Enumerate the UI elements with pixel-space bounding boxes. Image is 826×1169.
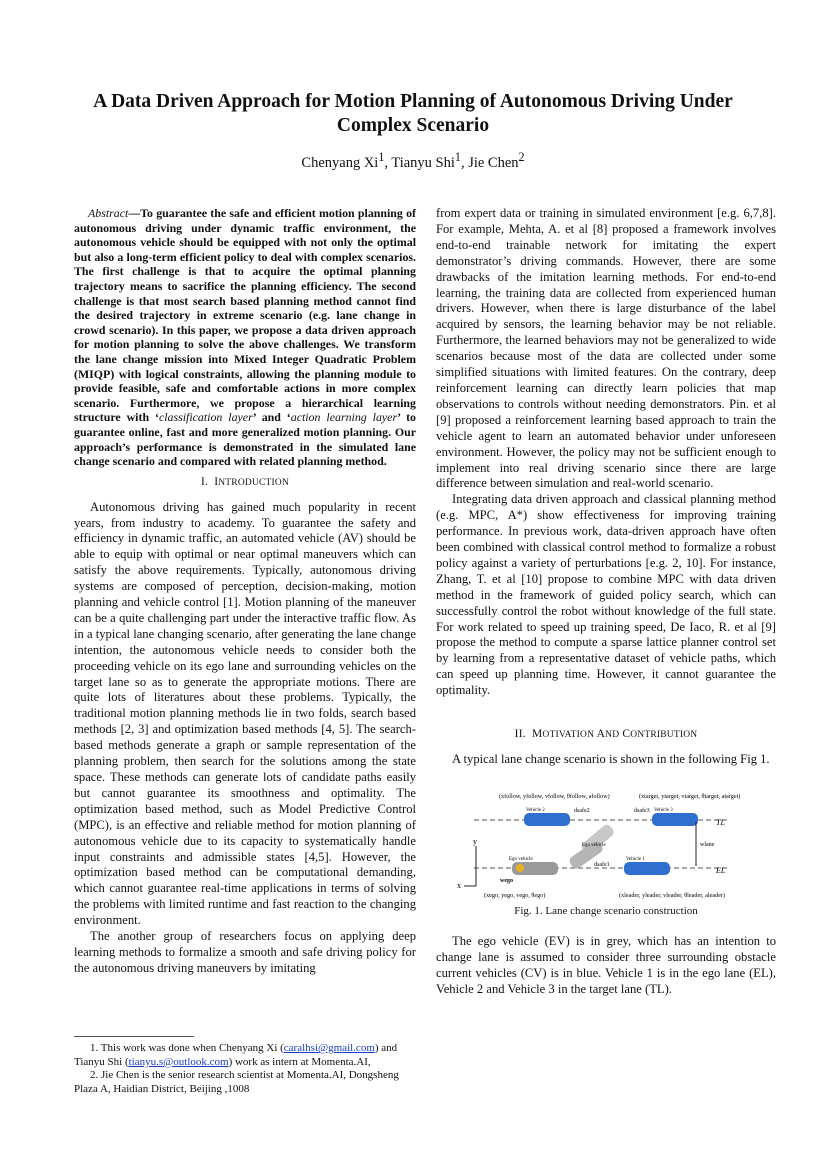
lane-width-label: wlane: [700, 841, 715, 848]
email-link[interactable]: caralhsi@gmail.com: [283, 1042, 375, 1054]
footnote: [74, 1042, 416, 1069]
x-axis-label: x: [457, 880, 461, 890]
section-number: I.: [200, 475, 209, 488]
paragraph: Autonomous driving has gained much popularity in recent years, from industry to academy. To guarantee the safety and efficiency in dynamic traffic, an automated vehicle (AV) should be able to equip with optimal or near optimal maneuvers which can satisfy the above requirements. Typically, autonomous driving systems are composed of perception, decision-making, motion planning and vehicle control [1]. Motion planning of the maneuver can be a quite challenging part under the interactive traffic flow. As in a typical lane changing scenario, after generating the lane change intention, the autonomous vehicle needs to consider both the proceeding vehicle on its ego lane and surrounding vehicles on the target lane so as to generate the appropriate motions. There are quite lots of literatures about these problems. Typically, the traditional motion planning methods lie in two folds, search based methods [2, 3] and optimization based methods [4, 5]. The search-based methods generate a graph or sample representation of the planning problem, then search for the solutions among the state space. These methods can generate lots of candidate paths easily but cannot guarantee its smoothness and optimality. The optimization based method, such as Model Predictive Control (MPC), is an effective and reliable method for motion planning of autonomous vehicle due to its capacity to systematically handle input constraints and admissible states [4,5]. However, the optimization based method can be computational demanding, which cannot guarantee real-time applications in terms of solving the problems with limited runtime and fast reaction to the changing environment.: [74, 499, 416, 928]
figure-caption: Fig. 1. Lane change scenario construction: [514, 904, 698, 917]
ego-lane-label: EL: [716, 865, 726, 875]
ego-marker: [516, 864, 524, 872]
vehicle-label: Vehicle 3: [654, 807, 673, 813]
abstract-text: ’ and ‘: [252, 410, 291, 425]
gap-label: dsafe3: [634, 807, 650, 814]
footnotes: [74, 1042, 416, 1096]
left-column: [74, 206, 416, 977]
section-number: II.: [514, 728, 526, 741]
affiliation-mark: 2: [518, 150, 525, 164]
y-axis-label: y: [473, 836, 477, 846]
vehicle-3: [652, 813, 698, 826]
abstract-term: action learning layer: [290, 410, 398, 425]
footnote-text: ) and Tianyu Shi (: [74, 1042, 398, 1068]
target-lane-label: TL: [716, 817, 725, 827]
footnote-rule: [74, 1036, 194, 1037]
gap-label: dsafe2: [574, 807, 590, 814]
ego-label: Ego vehicle: [582, 842, 606, 848]
vehicle-label: Vehicle 2: [526, 807, 545, 813]
vehicle-2: [524, 813, 570, 826]
footnote: 2. Jie Chen is the senior research scientist at Momenta.AI, Dongsheng Plaza A, Haidian District, Beijing ,1008: [74, 1069, 399, 1095]
vehicle-label: Vehicle 1: [626, 856, 645, 862]
gap-label: dsafe1: [594, 861, 610, 868]
abstract-text: —To guarantee the safe and efficient motion planning of autonomous driving under dynamic traffic environment, the autonomous vehicle should be equipped with not only the optimal but also a long-term efficient policy to deal with complex scenarios. The first challenge is that to acquire the optimal planning trajectory means to sacrifice the planning efficiency. The second challenge is that most search based planning method cannot find the desired trajectory in extreme scenario (e.g. lane change in crowd scenario). In this paper, we propose a data driven approach for motion planning to solve the above challenges. We transform the lane change mission into Mixed Integer Quadratic Problem (MIQP) with logical constraints, allowing the planning module to provide feasible, safe and comfortable actions in more complex scenario. Furthermore, we propose a hierarchical learning structure with ‘: [74, 206, 416, 425]
abstract-label: Abstract: [88, 206, 129, 220]
follow-vehicle-state: (xfollow, yfollow, vfollow, θfollow, afollow): [499, 792, 610, 800]
paragraph: A typical lane change scenario is shown in the following Fig 1.: [452, 752, 770, 766]
footnote-text: ) work as intern at Momenta.AI,: [228, 1055, 371, 1068]
abstract: [74, 206, 416, 469]
vehicle-1: [624, 862, 670, 875]
leader-vehicle-state: (xleader, yleader, vleader, θleader, aleader): [619, 891, 726, 899]
section-title: MOTIVATION AND CONTRIBUTION: [531, 728, 698, 741]
paragraph: Integrating data driven approach and classical planning method (e.g. MPC, A*) show effectiveness for improving training performance. In previous work, data-driven approach have often been combined with classical control method to formalize a robust policy against a variety of perturbations [e.g. 2, 10]. For instance, Zhang, T. et al [10] propose to combine MPC with data driven method in the framework of guided policy search, which can successfully control the robot without knowledge of the full state. For work related to speed up training speed, De Iaco, R. et al [9] propose the method to compute a sparse lattice planner control set by learning from a representative dataset of vehicle paths, which can speed up planning time. However, it cannot guarantee the optimality.: [436, 492, 776, 698]
author-name: Chenyang Xi: [301, 154, 379, 171]
affiliation-mark: 1: [378, 150, 385, 164]
paragraph: The ego vehicle (EV) is in grey, which has an intention to change lane is assumed to consider three surrounding obstacle current vehicles (CV) is in blue. Vehicle 1 is in the ego lane (EL), Vehicle 2 and Vehicle 3 in the target lane (TL).: [436, 933, 776, 996]
lane-change-figure: [454, 784, 754, 902]
target-vehicle-state: (xtarget, ytarget, vtarget, θtarget, atarget): [639, 792, 741, 800]
right-column: [436, 206, 776, 997]
footnote-text: 1. This work was done when Chenyang Xi (: [90, 1042, 284, 1054]
author-list: Chenyang Xi$^1$, Tianyu Shi$^1$, Jie Chen$^2$: [301, 150, 525, 171]
figure-drawing: [454, 784, 754, 902]
abstract-term: classification layer: [158, 410, 253, 425]
author-name: Tianyu Shi: [391, 154, 455, 171]
section-heading: [436, 727, 776, 744]
section-heading: [74, 475, 416, 492]
ego-label: Ego vehicle: [509, 856, 533, 862]
email-link[interactable]: tianyu.s@outlook.com: [128, 1055, 229, 1068]
paragraph: from expert data or training in simulated environment [e.g. 6,7,8]. For example, Mehta, A. et al [8] proposed a framework involves end-to-end trainable network for imitating the expert demonstrator’s driving commands. However, there are some drawbacks of the imitation learning methods. For end-to-end learning, the training data are collected from experienced human drivers. However, when there is large disturbance of the label acquired by sensors, the learning behavior may be not reliable. Furthermore, the learned behaviors may not be generalized to wide scenarios because most of the data are collected under some simplified situations with limited features. On the contrary, deep reinforcement learning can directly learn policies that map observations to controls without needing demonstrators. Pin. et al [9] proposed a reinforcement learning based approach to train the vehicle agent to learn an automated behavior under unforeseen environment. However, the policy may not be sufficient enough to implement into real driving scenario since there are large difference between simulation and real-world scenario.: [436, 206, 776, 491]
ego-width-label: wego: [500, 877, 513, 884]
author-name: Jie Chen: [468, 154, 519, 171]
abstract-text: ’ to guarantee online, fast and more generalized motion planning. Our approach’s performance is demonstrated in the simulated lane change scenario and compared with related planning method.: [74, 410, 416, 469]
section-title: INTRODUCTION: [214, 475, 290, 488]
paper-title: A Data Driven Approach for Motion Planning of Autonomous Driving Under Complex Scenario: [93, 91, 733, 136]
paragraph: The another group of researchers focus on applying deep learning methods to formalize a smooth and safe driving policy for the autonomous driving maneuvers by imitating: [74, 929, 416, 975]
ego-vehicle-state: (xego, yego, vego, θego): [484, 891, 546, 899]
affiliation-mark: 1: [454, 150, 461, 164]
